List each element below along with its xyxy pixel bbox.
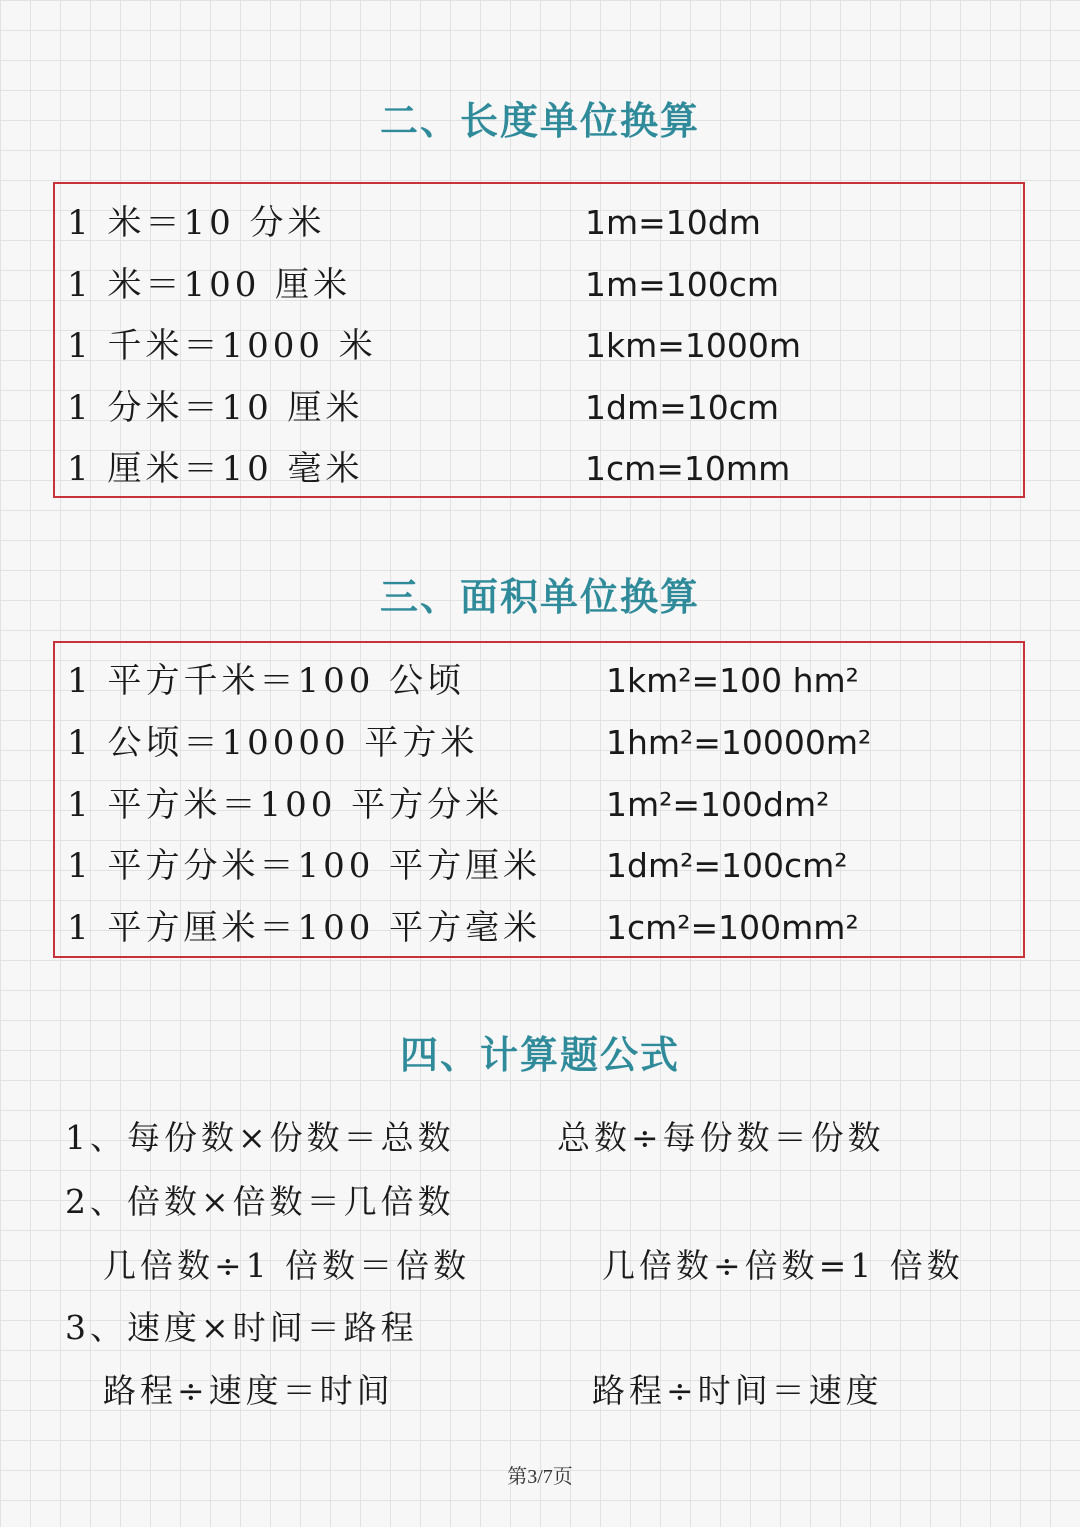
area-en-0: 1km²=100 hm² [606, 661, 859, 700]
table-row [55, 378, 1023, 438]
area-zh-0: 1 平方千米＝100 公顷 [67, 661, 466, 701]
table-row [55, 836, 1023, 896]
area-en-4: 1cm²=100mm² [606, 908, 859, 947]
area-en-1: 1hm²=10000m² [606, 723, 872, 762]
area-zh-3: 1 平方分米＝100 平方厘米 [67, 846, 542, 886]
formula-1-right: 总数÷每份数＝份数 [557, 1118, 885, 1157]
formula-3-left: 3、速度×时间＝路程 [65, 1308, 418, 1347]
length-zh-2: 1 千米＝1000 米 [67, 326, 377, 366]
table-row [55, 316, 1023, 376]
length-en-2: 1km=1000m [585, 326, 802, 365]
length-en-0: 1m=10dm [585, 203, 761, 242]
area-zh-2: 1 平方米＝100 平方分米 [67, 785, 504, 825]
section-title-formulas: 四、计算题公式 [399, 1033, 680, 1077]
table-row [55, 713, 1023, 773]
formula-2a-left: 几倍数÷1 倍数＝倍数 [103, 1246, 471, 1285]
formula-2-left: 2、倍数×倍数＝几倍数 [65, 1182, 455, 1221]
table-row [55, 651, 1023, 711]
table-row [55, 439, 1023, 499]
formula-1-left: 1、每份数×份数＝总数 [65, 1118, 455, 1157]
length-zh-4: 1 厘米＝10 毫米 [67, 449, 364, 489]
area-conversion-box [53, 641, 1025, 958]
area-zh-4: 1 平方厘米＝100 平方毫米 [67, 908, 542, 948]
length-en-1: 1m=100cm [585, 265, 780, 304]
length-zh-3: 1 分米＝10 厘米 [67, 388, 364, 428]
table-row [55, 898, 1023, 958]
area-zh-1: 1 公顷＝10000 平方米 [67, 723, 479, 763]
table-row [55, 775, 1023, 835]
length-en-3: 1dm=10cm [585, 388, 780, 427]
length-zh-0: 1 米＝10 分米 [67, 203, 326, 243]
page-number: 第3/7页 [507, 1466, 573, 1488]
area-en-2: 1m²=100dm² [606, 785, 830, 824]
section-title-length: 二、长度单位换算 [379, 99, 700, 143]
section-title-area: 三、面积单位换算 [379, 575, 700, 619]
length-en-4: 1cm=10mm [585, 449, 791, 488]
table-row [55, 193, 1023, 253]
formula-3a-left: 路程÷速度＝时间 [103, 1371, 394, 1410]
formula-3a-right: 路程÷时间＝速度 [592, 1371, 883, 1410]
formula-2a-right: 几倍数÷倍数=1 倍数 [602, 1246, 964, 1285]
length-zh-1: 1 米＝100 厘米 [67, 265, 352, 305]
area-en-3: 1dm²=100cm² [606, 846, 848, 885]
length-conversion-box [53, 182, 1025, 498]
table-row [55, 255, 1023, 315]
